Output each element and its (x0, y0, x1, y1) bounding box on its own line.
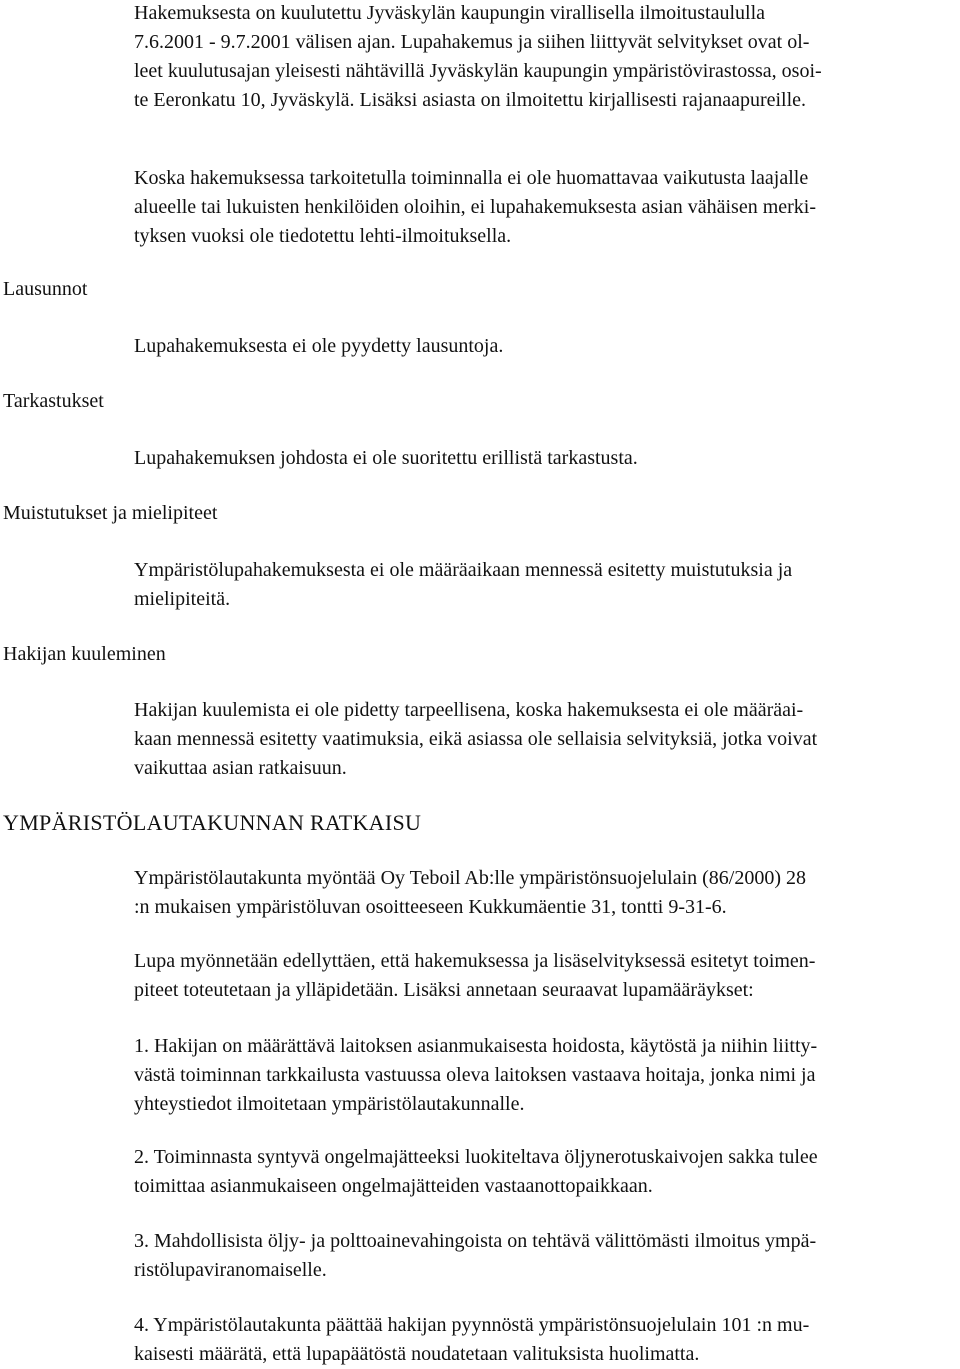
kuuleminen-line: vaikuttaa asian ratkaisuun. (134, 757, 347, 779)
muistutukset-line: mielipiteitä. (134, 588, 231, 610)
lausunnot-text (134, 332, 956, 361)
kuuleminen-paragraph (134, 696, 956, 783)
tarkastukset-line: Lupahakemuksen johdosta ei ole suoritettu erillistä tarkastusta. (134, 447, 638, 469)
notice-paragraph (134, 164, 956, 251)
heading-lausunnot: Lausunnot (3, 278, 88, 300)
kuuleminen-line: kaan mennessä esitetty vaatimuksia, eikä asiassa ole sellaisia selvityksiä, jotka voivat (134, 728, 818, 750)
intro-line: 7.6.2001 - 9.7.2001 välisen ajan. Lupahakemus ja siihen liittyvät selvitykset ovat ol- (134, 31, 810, 53)
item-line: västä toiminnan tarkkailusta vastuussa oleva laitoksen vastaava hoitaja, jonka nimi ja (134, 1064, 816, 1086)
item-line: 3. Mahdollisista öljy- ja polttoainevahingoista on tehtävä välittömästi ilmoitus ympä- (134, 1230, 817, 1252)
item-line: 2. Toiminnasta syntyvä ongelmajätteeksi luokiteltava öljynerotuskaivojen sakka tulee (134, 1146, 818, 1168)
ratkaisu-item-4 (134, 1311, 956, 1369)
ratkaisu-p2-line: piteet toteutetaan ja ylläpidetään. Lisäksi annetaan seuraavat lupamääräykset: (134, 979, 754, 1001)
item-line: toimittaa asianmukaiseen ongelmajätteiden vastaanottopaikkaan. (134, 1175, 653, 1197)
item-line: ristölupaviranomaiselle. (134, 1259, 327, 1281)
muistutukset-line: Ympäristölupahakemuksesta ei ole määräaikaan mennessä esitetty muistutuksia ja (134, 559, 793, 581)
intro-line: Hakemuksesta on kuulutettu Jyväskylän kaupungin virallisella ilmoitustaululla (134, 2, 766, 24)
kuuleminen-line: Hakijan kuulemista ei ole pidetty tarpeellisena, koska hakemuksesta ei ole määräai- (134, 699, 804, 721)
heading-kuuleminen: Hakijan kuuleminen (3, 643, 166, 665)
heading-ratkaisu: YMPÄRISTÖLAUTAKUNNAN RATKAISU (3, 810, 422, 835)
notice-line: alueelle tai lukuisten henkilöiden oloihin, ei lupahakemuksesta asian vähäisen merki- (134, 196, 817, 218)
ratkaisu-item-3 (134, 1227, 956, 1285)
notice-line: Koska hakemuksessa tarkoitetulla toiminnalla ei ole huomattavaa vaikutusta laajalle (134, 167, 809, 189)
notice-line: tyksen vuoksi ole tiedotettu lehti-ilmoituksella. (134, 225, 512, 247)
ratkaisu-paragraph-1 (134, 864, 956, 922)
ratkaisu-paragraph-2 (134, 947, 956, 1005)
lausunnot-line: Lupahakemuksesta ei ole pyydetty lausuntoja. (134, 335, 504, 357)
ratkaisu-item-1 (134, 1032, 956, 1119)
muistutukset-paragraph (134, 556, 956, 614)
ratkaisu-item-2 (134, 1143, 956, 1201)
ratkaisu-p2-line: Lupa myönnetään edellyttäen, että hakemuksessa ja lisäselvityksessä esitetyt toimen- (134, 950, 816, 972)
intro-line: te Eeronkatu 10, Jyväskylä. Lisäksi asiasta on ilmoitettu kirjallisesti rajanaapureille. (134, 89, 807, 111)
heading-muistutukset: Muistutukset ja mielipiteet (3, 502, 218, 524)
ratkaisu-p1-line: Ympäristölautakunta myöntää Oy Teboil Ab:lle ympäristönsuojelulain (86/2000) 28 (134, 867, 807, 889)
intro-line: leet kuulutusajan yleisesti nähtävillä Jyväskylän kaupungin ympäristövirastossa, osoi- (134, 60, 822, 82)
item-line: kaisesti määrätä, että lupapäätöstä noudatetaan valituksista huolimatta. (134, 1343, 700, 1365)
item-line: 4. Ympäristölautakunta päättää hakijan pyynnöstä ympäristönsuojelulain 101 :n mu- (134, 1314, 810, 1336)
ratkaisu-p1-line: :n mukaisen ympäristöluvan osoitteeseen Kukkumäentie 31, tontti 9-31-6. (134, 896, 727, 918)
intro-paragraph (134, 0, 956, 115)
tarkastukset-text (134, 444, 956, 473)
item-line: 1. Hakijan on määrättävä laitoksen asianmukaisesta hoidosta, käytöstä ja niihin liitty- (134, 1035, 818, 1057)
heading-tarkastukset: Tarkastukset (3, 390, 104, 412)
item-line: yhteystiedot ilmoitetaan ympäristölautakunnalle. (134, 1093, 525, 1115)
